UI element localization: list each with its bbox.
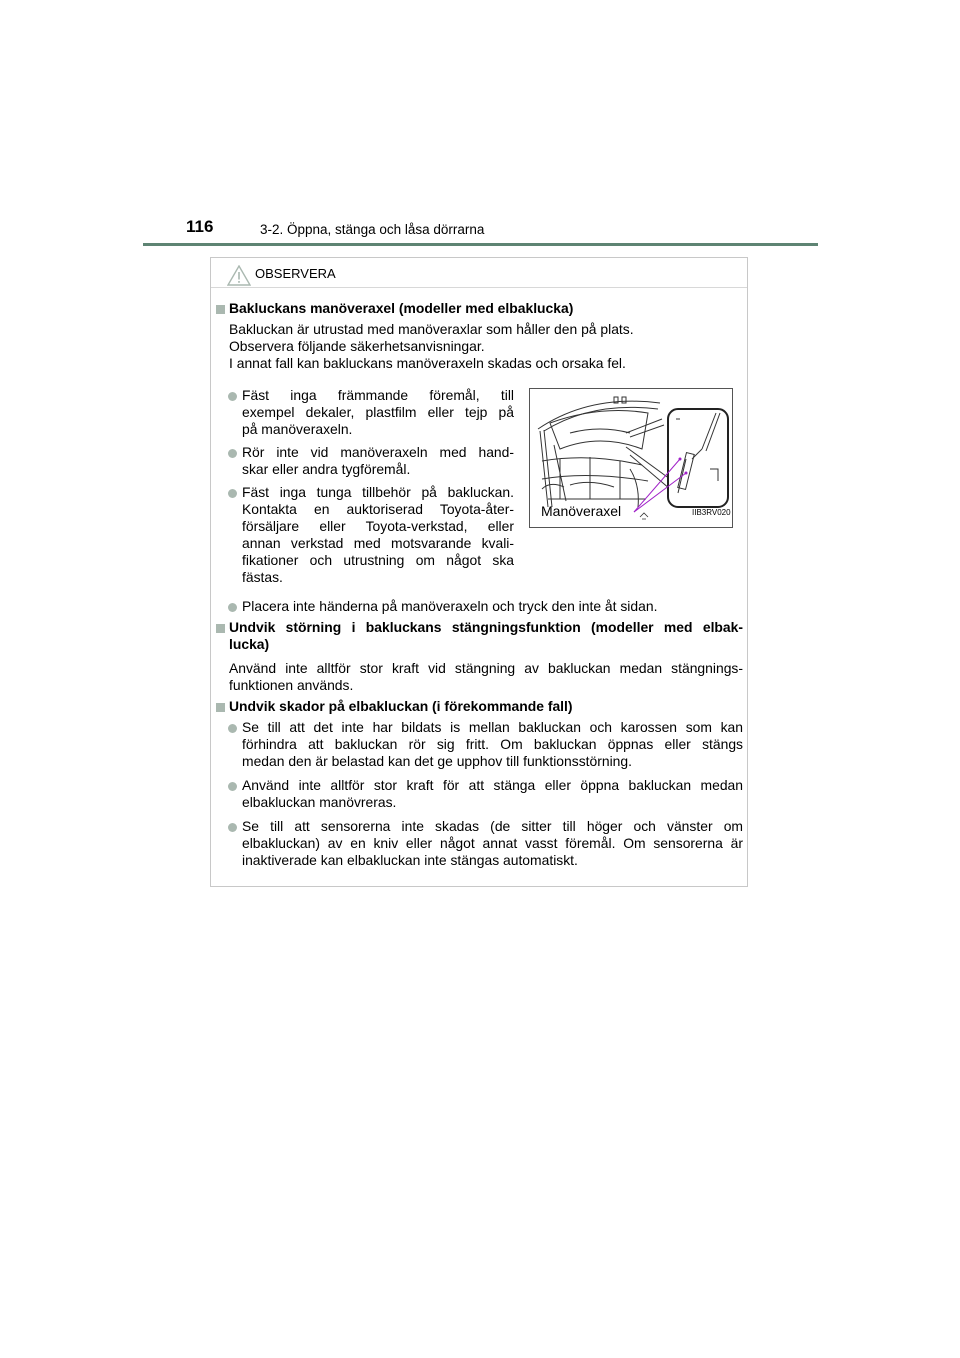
bullet-text: elbakluckan manövreras. [242, 794, 397, 810]
section-marker [216, 624, 225, 633]
bullet-icon [228, 449, 237, 458]
bullet-text: medan den är belastad kan det ge upphov till funktionsstörning. [242, 753, 632, 769]
bullet-text: Fäst inga främmande föremål, till [242, 387, 514, 403]
page-number: 116 [186, 217, 214, 236]
section-heading: Undvik störning i bakluckans stängningsfunktion (modeller med elbak- [229, 619, 743, 635]
caution-box [210, 257, 748, 887]
bullet-text: Fäst inga tunga tillbehör på bakluckan. [242, 484, 514, 500]
section-marker [216, 305, 225, 314]
bullet-text: fästas. [242, 569, 283, 585]
bullet-icon [228, 724, 237, 733]
bullet-text: Se till att sensorerna inte skadas (de sitter till höger och vänster om [242, 818, 743, 834]
bullet-icon [228, 603, 237, 612]
bullet-text: Se till att det inte har bildats is mellan bakluckan och karossen som kan [242, 719, 743, 735]
bullet-text: förhindra att bakluckan rör sig fritt. Om bakluckan öppnas eller stängs [242, 736, 743, 752]
section-heading: lucka) [229, 636, 270, 652]
body-text: Använd inte alltför stor kraft vid stängning av bakluckan medan stängnings- [229, 660, 743, 676]
body-text: Observera följande säkerhetsanvisningar. [229, 338, 485, 354]
body-text: Bakluckan är utrustad med manöveraxlar som håller den på plats. [229, 321, 634, 337]
section-heading: Bakluckans manöveraxel (modeller med elbaklucka) [229, 300, 574, 316]
bullet-text: fikationer och utrustning om något ska [242, 552, 514, 568]
bullet-text: på manöveraxeln. [242, 421, 353, 437]
bullet-text: skar eller andra tygföremål. [242, 461, 411, 477]
caution-title: OBSERVERA [255, 266, 336, 281]
bullet-icon [228, 782, 237, 791]
figure-code: IIB3RV020 [692, 508, 731, 517]
body-text: I annat fall kan bakluckans manöveraxeln skadas och orsaka fel. [229, 355, 626, 371]
header-divider [143, 243, 818, 246]
bullet-text: inaktiverade kan elbakluckan inte stängas automatiskt. [242, 852, 578, 868]
bullet-icon [228, 823, 237, 832]
bullet-icon [228, 392, 237, 401]
bullet-text: annan verkstad med motsvarande kvali- [242, 535, 514, 551]
bullet-text: försäljare eller Toyota-verkstad, eller [242, 518, 514, 534]
bullet-icon [228, 489, 237, 498]
bullet-text: Kontakta en auktoriserad Toyota-åter- [242, 501, 514, 517]
strut-illustration [529, 388, 733, 528]
section-heading: Undvik skador på elbakluckan (i förekommande fall) [229, 698, 573, 714]
bullet-text: Använd inte alltför stor kraft för att stänga eller öppna bakluckan medan [242, 777, 743, 793]
bullet-text: exempel dekaler, plastfilm eller tejp på [242, 404, 514, 420]
section-marker [216, 703, 225, 712]
section-title: 3-2. Öppna, stänga och låsa dörrarna [260, 222, 485, 237]
body-text: funktionen används. [229, 677, 354, 693]
warning-triangle-icon [227, 265, 251, 286]
caution-header [211, 258, 747, 288]
bullet-text: Placera inte händerna på manöveraxeln och tryck den inte åt sidan. [242, 598, 658, 614]
bullet-text: elbakluckan) av en kniv eller något annat vasst föremål. Om sensorerna är [242, 835, 743, 851]
bullet-text: Rör inte vid manöveraxeln med hand- [242, 444, 514, 460]
figure-label: Manöveraxel [541, 503, 622, 519]
